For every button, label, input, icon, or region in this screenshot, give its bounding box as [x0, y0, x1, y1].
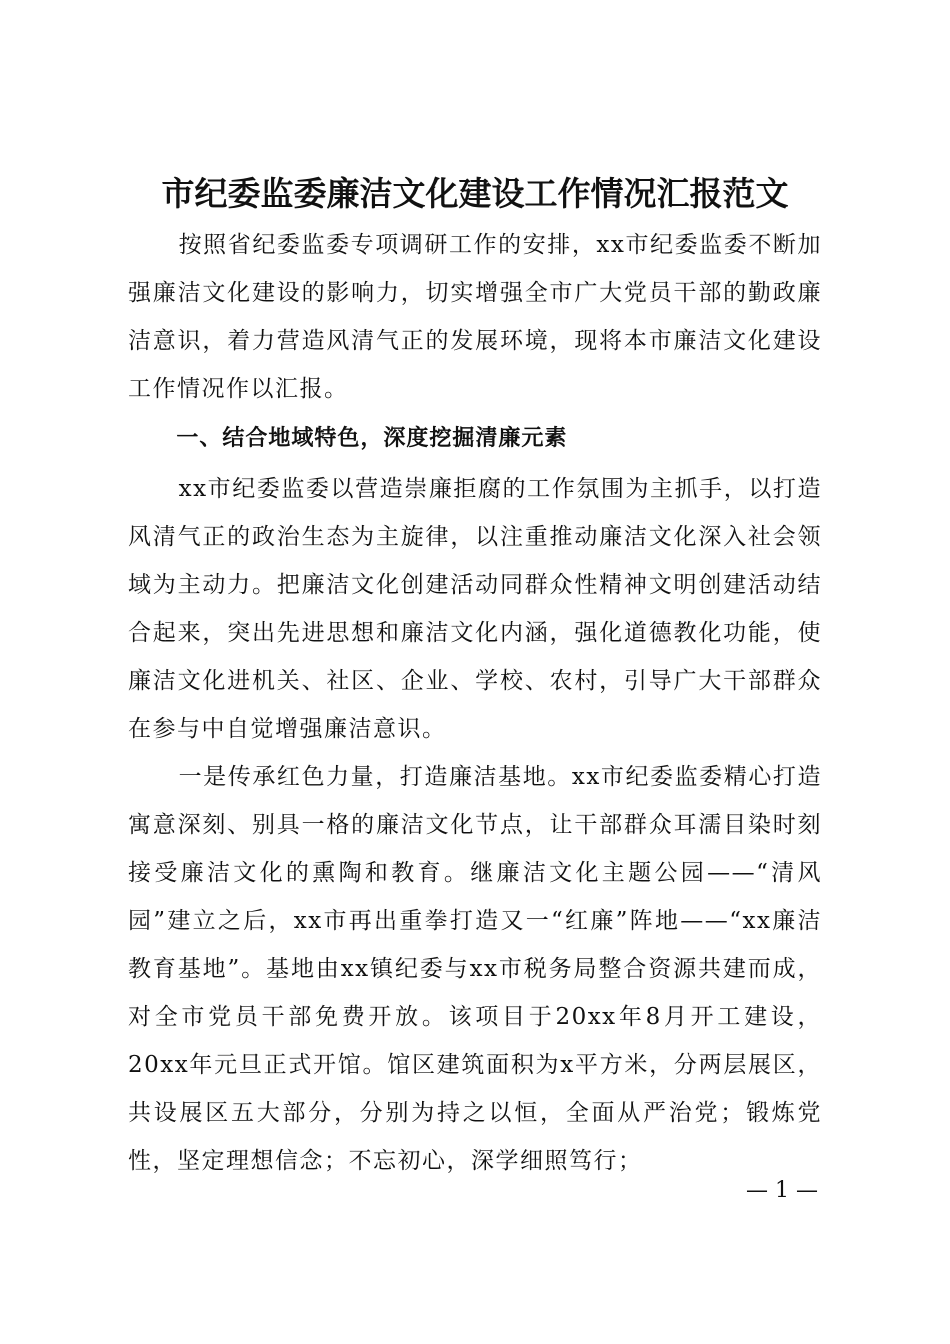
document-body — [128, 221, 822, 1185]
section-heading: 一、结合地域特色，深度挖掘清廉元素 — [176, 426, 568, 451]
section-paragraph-2: 一是传承红色力量，打造廉洁基地。xx市纪委监委精心打造寓意深刻、别具一格的廉洁文化节点，让干部群众耳濡目染时刻接受廉洁文化的熏陶和教育。继廉洁文化主题公园——“清风园”建立之后，xx市再出重拳打造又一“红廉”阵地——“xx廉洁教育基地”。基地由xx镇纪委与xx市税务局整合资源共建而成，对全市党员干部免费开放。该项目于20xx年8月开工建设，20xx年元旦正式开馆。馆区建筑面积为x平方米，分两层展区，共设展区五大部分，分别为持之以恒，全面从严治党；锻炼党性，坚定理想信念；不忘初心，深学细照笃行； — [128, 764, 822, 1174]
intro-paragraph: 按照省纪委监委专项调研工作的安排，xx市纪委监委不断加强廉洁文化建设的影响力，切实增强全市广大党员干部的勤政廉洁意识，着力营造风清气正的发展环境，现将本市廉洁文化建设工作情况作以汇报。 — [128, 232, 822, 402]
section-paragraph-1: xx市纪委监委以营造崇廉拒腐的工作氛围为主抓手，以打造风清气正的政治生态为主旋律，以注重推动廉洁文化深入社会领域为主动力。把廉洁文化创建活动同群众性精神文明创建活动结合起来，突出先进思想和廉洁文化内涵，强化道德教化功能，使廉洁文化进机关、社区、企业、学校、农村，引导广大干部群众在参与中自觉增强廉洁意识。 — [128, 476, 822, 742]
page-number: — 1 — — [746, 1178, 818, 1203]
document-title: 市纪委监委廉洁文化建设工作情况汇报范文 — [161, 174, 789, 213]
